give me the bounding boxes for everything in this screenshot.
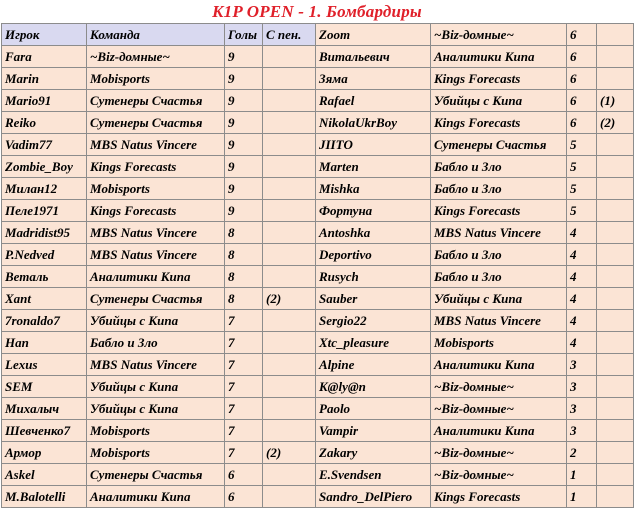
table-row — [2, 398, 316, 420]
table-header-row — [2, 24, 316, 46]
player-cell: Rafael — [316, 90, 431, 112]
player-cell: Xant — [2, 288, 87, 310]
player-cell: NikolaUkrBoy — [316, 112, 431, 134]
penalty-cell — [263, 68, 316, 90]
goals-cell: 4 — [567, 244, 597, 266]
penalty-cell — [263, 398, 316, 420]
table-row — [316, 420, 634, 442]
table-row — [316, 376, 634, 398]
player-cell: Lexus — [2, 354, 87, 376]
player-cell: Веталь — [2, 266, 87, 288]
scorers-table-right — [315, 23, 634, 508]
table-row — [316, 200, 634, 222]
player-cell: E.Svendsen — [316, 464, 431, 486]
penalty-cell — [597, 376, 634, 398]
player-cell: Reiko — [2, 112, 87, 134]
table-row — [316, 442, 634, 464]
goals-cell: 9 — [225, 134, 263, 156]
scorers-table-left — [1, 23, 316, 508]
table-row — [2, 112, 316, 134]
penalty-cell — [263, 46, 316, 68]
team-cell: Сутенеры Счастья — [87, 90, 225, 112]
table-row — [2, 156, 316, 178]
goals-cell: 7 — [225, 332, 263, 354]
goals-cell: 6 — [225, 486, 263, 508]
player-cell: Зяма — [316, 68, 431, 90]
team-cell: ~Biz-домные~ — [431, 376, 567, 398]
table-row — [2, 486, 316, 508]
player-cell: Sergio22 — [316, 310, 431, 332]
player-cell: Deportivo — [316, 244, 431, 266]
player-cell: Madridist95 — [2, 222, 87, 244]
penalty-cell — [263, 200, 316, 222]
table-row — [316, 112, 634, 134]
table-row — [316, 178, 634, 200]
goals-cell: 2 — [567, 442, 597, 464]
player-cell: Vampir — [316, 420, 431, 442]
table-row — [316, 244, 634, 266]
team-cell: Бабло и Зло — [431, 178, 567, 200]
penalty-cell — [597, 442, 634, 464]
table-row — [316, 354, 634, 376]
team-cell: ~Biz-домные~ — [431, 24, 567, 46]
player-cell: Paolo — [316, 398, 431, 420]
table-row — [2, 464, 316, 486]
table-row — [2, 134, 316, 156]
goals-cell: 3 — [567, 420, 597, 442]
team-cell: Убийцы с Кипа — [87, 376, 225, 398]
goals-cell: 4 — [567, 222, 597, 244]
goals-cell: 4 — [567, 288, 597, 310]
goals-cell: 6 — [567, 46, 597, 68]
player-cell: Zombie_Boy — [2, 156, 87, 178]
table-row — [2, 200, 316, 222]
goals-cell: 3 — [567, 354, 597, 376]
table-row — [316, 464, 634, 486]
goals-cell: 6 — [567, 68, 597, 90]
penalty-cell: (1) — [597, 90, 634, 112]
player-cell: Antoshka — [316, 222, 431, 244]
penalty-cell — [597, 354, 634, 376]
penalty-cell — [263, 486, 316, 508]
team-cell: Kings Forecasts — [87, 200, 225, 222]
penalty-cell — [597, 222, 634, 244]
goals-cell: 9 — [225, 112, 263, 134]
team-cell: Аналитики Кипа — [87, 486, 225, 508]
goals-cell: 9 — [225, 156, 263, 178]
player-cell: Sauber — [316, 288, 431, 310]
table-row — [2, 222, 316, 244]
player-cell: Фортуна — [316, 200, 431, 222]
table-row — [2, 266, 316, 288]
goals-cell: 7 — [225, 354, 263, 376]
goals-cell: 9 — [225, 90, 263, 112]
table-row — [2, 376, 316, 398]
player-cell: Mishka — [316, 178, 431, 200]
penalty-cell — [263, 156, 316, 178]
player-cell: Zoom — [316, 24, 431, 46]
table-row — [316, 288, 634, 310]
team-cell: Бабло и Зло — [431, 244, 567, 266]
player-cell: Милан12 — [2, 178, 87, 200]
penalty-cell — [597, 24, 634, 46]
table-row — [2, 68, 316, 90]
team-cell: Сутенеры Счастья — [431, 134, 567, 156]
team-cell: Убийцы с Кипа — [87, 310, 225, 332]
team-cell: Сутенеры Счастья — [87, 464, 225, 486]
player-cell: Mario91 — [2, 90, 87, 112]
player-cell: Армор — [2, 442, 87, 464]
table-row — [2, 178, 316, 200]
table-row — [316, 134, 634, 156]
goals-cell: 9 — [225, 178, 263, 200]
player-cell: Vadim77 — [2, 134, 87, 156]
header-team: Команда — [87, 24, 225, 46]
goals-cell: 8 — [225, 222, 263, 244]
goals-cell: 7 — [225, 398, 263, 420]
goals-cell: 3 — [567, 376, 597, 398]
team-cell: Mobisports — [87, 178, 225, 200]
penalty-cell — [597, 398, 634, 420]
table-row — [2, 90, 316, 112]
table-row — [316, 90, 634, 112]
goals-cell: 9 — [225, 68, 263, 90]
team-cell: Убийцы с Кипа — [431, 90, 567, 112]
team-cell: Аналитики Кипа — [431, 420, 567, 442]
goals-cell: 7 — [225, 376, 263, 398]
team-cell: Убийцы с Кипа — [431, 288, 567, 310]
page-title: K1P OPEN - 1. Бомбардиры — [212, 2, 422, 21]
goals-cell: 5 — [567, 178, 597, 200]
penalty-cell — [597, 310, 634, 332]
team-cell: ~Biz-домные~ — [431, 464, 567, 486]
penalty-cell — [263, 112, 316, 134]
penalty-cell: (2) — [597, 112, 634, 134]
penalty-cell — [597, 332, 634, 354]
penalty-cell: (2) — [263, 288, 316, 310]
penalty-cell — [597, 420, 634, 442]
penalty-cell — [263, 134, 316, 156]
team-cell: Mobisports — [87, 68, 225, 90]
team-cell: Mobisports — [87, 442, 225, 464]
table-row — [316, 310, 634, 332]
team-cell: Mobisports — [431, 332, 567, 354]
player-cell: 7ronaldo7 — [2, 310, 87, 332]
header-player: Игрок — [2, 24, 87, 46]
team-cell: ~Biz-домные~ — [431, 442, 567, 464]
team-cell: Kings Forecasts — [431, 486, 567, 508]
goals-cell: 1 — [567, 486, 597, 508]
goals-cell: 1 — [567, 464, 597, 486]
penalty-cell — [263, 464, 316, 486]
penalty-cell: (2) — [263, 442, 316, 464]
table-row — [2, 354, 316, 376]
goals-cell: 7 — [225, 420, 263, 442]
table-row — [316, 486, 634, 508]
goals-cell: 5 — [567, 134, 597, 156]
team-cell: MBS Natus Vincere — [431, 222, 567, 244]
goals-cell: 4 — [567, 266, 597, 288]
player-cell: M.Balotelli — [2, 486, 87, 508]
goals-cell: 5 — [567, 156, 597, 178]
penalty-cell — [263, 266, 316, 288]
penalty-cell — [597, 266, 634, 288]
team-cell: MBS Natus Vincere — [431, 310, 567, 332]
team-cell: Бабло и Зло — [431, 266, 567, 288]
player-cell: Fara — [2, 46, 87, 68]
table-row — [2, 46, 316, 68]
goals-cell: 9 — [225, 46, 263, 68]
penalty-cell — [597, 134, 634, 156]
team-cell: MBS Natus Vincere — [87, 244, 225, 266]
goals-cell: 7 — [225, 310, 263, 332]
penalty-cell — [263, 420, 316, 442]
goals-cell: 6 — [567, 112, 597, 134]
goals-cell: 4 — [567, 310, 597, 332]
table-row — [316, 222, 634, 244]
goals-cell: 4 — [567, 332, 597, 354]
player-cell: Askel — [2, 464, 87, 486]
player-cell: Михалыч — [2, 398, 87, 420]
player-cell: JIIТО — [316, 134, 431, 156]
player-cell: Пеле1971 — [2, 200, 87, 222]
team-cell: MBS Natus Vincere — [87, 134, 225, 156]
goals-cell: 8 — [225, 244, 263, 266]
goals-cell: 7 — [225, 442, 263, 464]
table-row — [316, 332, 634, 354]
team-cell: Mobisports — [87, 420, 225, 442]
player-cell: Витальевич — [316, 46, 431, 68]
table-row — [316, 24, 634, 46]
goals-cell: 9 — [225, 200, 263, 222]
table-row — [2, 420, 316, 442]
team-cell: ~Biz-домные~ — [87, 46, 225, 68]
penalty-cell — [597, 156, 634, 178]
team-cell: Убийцы с Кипа — [87, 398, 225, 420]
goals-cell: 3 — [567, 398, 597, 420]
header-penalties: С пен. — [263, 24, 316, 46]
player-cell: Alpine — [316, 354, 431, 376]
table-row — [2, 244, 316, 266]
player-cell: Шевченко7 — [2, 420, 87, 442]
team-cell: ~Biz-домные~ — [431, 398, 567, 420]
player-cell: P.Nedved — [2, 244, 87, 266]
table-row — [2, 310, 316, 332]
team-cell: Kings Forecasts — [431, 112, 567, 134]
team-cell: Аналитики Кипа — [431, 46, 567, 68]
team-cell: MBS Natus Vincere — [87, 354, 225, 376]
penalty-cell — [597, 486, 634, 508]
table-row — [2, 288, 316, 310]
player-cell: Han — [2, 332, 87, 354]
table-row — [2, 442, 316, 464]
team-cell: Сутенеры Счастья — [87, 112, 225, 134]
player-cell: Zakary — [316, 442, 431, 464]
goals-cell: 5 — [567, 200, 597, 222]
team-cell: Kings Forecasts — [87, 156, 225, 178]
player-cell: Marin — [2, 68, 87, 90]
table-row — [316, 398, 634, 420]
player-cell: Sandro_DelPiero — [316, 486, 431, 508]
player-cell: Marten — [316, 156, 431, 178]
penalty-cell — [263, 222, 316, 244]
penalty-cell — [597, 46, 634, 68]
penalty-cell — [597, 68, 634, 90]
penalty-cell — [597, 244, 634, 266]
penalty-cell — [597, 464, 634, 486]
penalty-cell — [263, 244, 316, 266]
penalty-cell — [597, 178, 634, 200]
penalty-cell — [263, 376, 316, 398]
player-cell: SEM — [2, 376, 87, 398]
team-cell: Kings Forecasts — [431, 200, 567, 222]
team-cell: Аналитики Кипа — [431, 354, 567, 376]
team-cell: Аналитики Кипа — [87, 266, 225, 288]
penalty-cell — [263, 354, 316, 376]
team-cell: Сутенеры Счастья — [87, 288, 225, 310]
penalty-cell — [263, 178, 316, 200]
team-cell: MBS Natus Vincere — [87, 222, 225, 244]
penalty-cell — [263, 332, 316, 354]
team-cell: Бабло и Зло — [87, 332, 225, 354]
table-row — [316, 68, 634, 90]
goals-cell: 8 — [225, 288, 263, 310]
player-cell: Xtc_pleasure — [316, 332, 431, 354]
player-cell: K@ly@n — [316, 376, 431, 398]
goals-cell: 6 — [567, 90, 597, 112]
penalty-cell — [263, 90, 316, 112]
goals-cell: 6 — [225, 464, 263, 486]
table-row — [2, 332, 316, 354]
penalty-cell — [597, 200, 634, 222]
goals-cell: 8 — [225, 266, 263, 288]
header-goals: Голы — [225, 24, 263, 46]
team-cell: Бабло и Зло — [431, 156, 567, 178]
goals-cell: 6 — [567, 24, 597, 46]
table-row — [316, 156, 634, 178]
penalty-cell — [597, 288, 634, 310]
table-row — [316, 46, 634, 68]
penalty-cell — [263, 310, 316, 332]
table-row — [316, 266, 634, 288]
player-cell: Rusych — [316, 266, 431, 288]
team-cell: Kings Forecasts — [431, 68, 567, 90]
